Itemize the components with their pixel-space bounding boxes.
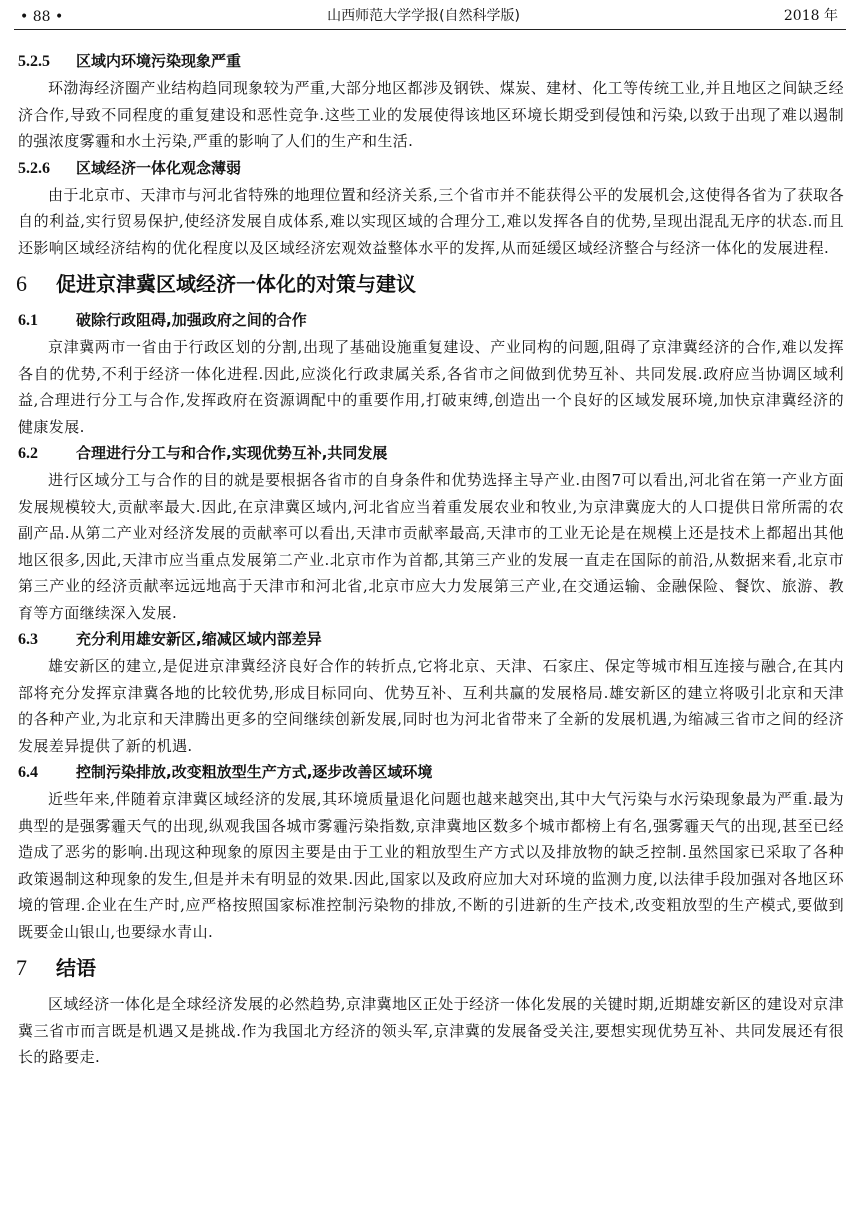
section-number: 7 xyxy=(16,955,27,980)
heading-text: 合理进行分工与和合作,实现优势互补,共同发展 xyxy=(76,444,388,462)
article-body xyxy=(14,30,846,1071)
paragraph-6-4: 近些年来,伴随着京津冀区域经济的发展,其环境质量退化问题也越来越突出,其中大气污染与水污染现象最为严重.最为典型的是强雾霾天气的出现,纵观我国各城市雾霾污染指数,京津冀地区数多个城市都榜上有名,强雾霾天气的出现,甚至已经造成了恶劣的影响.出现这种现象的原因主要是由于工业的粗放型生产方式以及排放物的缺乏控制.虽然国家已采取了各种政策遏制这种现象的发生,但是并未有明显的效果.因此,国家以及政府应加大对环境的监测力度,以法律手段加强对各地区环境的管理.企业在生产时,应严格按照国家标准控制污染物的排放,不断的引进新的生产技术,改变粗放型的生产模式,要做到既要金山银山,也要绿水青山. xyxy=(18,790,844,941)
running-header xyxy=(14,0,846,30)
heading-text: 控制污染排放,改变粗放型生产方式,逐步改善区域环境 xyxy=(76,763,433,781)
section-title: 结语 xyxy=(56,956,96,980)
heading-text: 区域内环境污染现象严重 xyxy=(76,52,242,70)
heading-number: 5.2.6 xyxy=(18,159,50,177)
section-title: 促进京津冀区域经济一体化的对策与建议 xyxy=(56,272,416,296)
paragraph-5-2-6: 由于北京市、天津市与河北省特殊的地理位置和经济关系,三个省市并不能获得公平的发展机会,这使得各省为了获取各自的利益,实行贸易保护,使经济发展自成体系,难以实现区域的合理分工,难以发挥各自的优势,呈现出混乱无序的状态.而且还影响区域经济结构的优化程度以及区域经济宏观效益整体水平的发挥,从而延缓区域经济整合与经济一体化的发展进程. xyxy=(18,185,844,257)
heading-6-4 xyxy=(14,759,846,786)
section-number: 6 xyxy=(16,271,27,296)
page-number: • 88 • xyxy=(20,9,64,25)
heading-number: 5.2.5 xyxy=(18,53,50,70)
paragraph-6-1: 京津冀两市一省由于行政区划的分割,出现了基础设施重复建设、产业同构的问题,阻碍了京津冀经济的合作,难以发挥各自的优势,不利于经济一体化进程.因此,应淡化行政隶属关系,各省市之间做到优势互补、共同发展.政府应当协调区域利益,合理进行分工与合作,发挥政府在资源调配中的重要作用,打破束缚,创造出一个良好的区域发展环境,加快京津冀经济的健康发展. xyxy=(18,338,844,436)
heading-number: 6.4 xyxy=(18,764,38,781)
heading-text: 破除行政阻碍,加强政府之间的合作 xyxy=(76,311,307,329)
paragraph-6-3: 雄安新区的建立,是促进京津冀经济良好合作的转折点,它将北京、天津、石家庄、保定等城市相互连接与融合,在其内部将充分发挥京津冀各地的比较优势,形成目标同向、优势互补、互利共赢的发展格局.雄安新区的建立将吸引北京和天津的各种产业,为北京和天津腾出更多的空间继续创新发展,同时也为河北省带来了全新的发展机遇,为缩减三省市之间的经济发展差异提供了新的机遇. xyxy=(18,657,844,755)
heading-text: 充分利用雄安新区,缩减区域内部差异 xyxy=(76,630,322,648)
journal-title: 山西师范大学学报(自然科学版) xyxy=(327,8,521,24)
paragraph-7: 区域经济一体化是全球经济发展的必然趋势,京津冀地区正处于经济一体化发展的关键时期,近期雄安新区的建设对京津冀三省市而言既是机遇又是挑战.作为我国北方经济的领头军,京津冀的发展备受关注,要想实现优势互补、共同发展还有很长的路要走. xyxy=(18,995,844,1066)
heading-6-1 xyxy=(14,307,846,334)
heading-6-2 xyxy=(14,440,846,467)
heading-6-3 xyxy=(14,626,846,653)
heading-number: 6.3 xyxy=(18,631,38,648)
heading-number: 6.2 xyxy=(18,445,38,462)
section-heading-6 xyxy=(14,267,846,301)
paragraph-5-2-5: 环渤海经济圈产业结构趋同现象较为严重,大部分地区都涉及钢铁、煤炭、建材、化工等传统工业,并且地区之间缺乏经济合作,导致不同程度的重复建设和恶性竞争.这些工业的发展使得该地区环境长期受到侵蚀和污染,以致于出现了难以遏制的强浓度雾霾和水土污染,严重的影响了人们的生产和生活. xyxy=(18,79,844,150)
publication-year: 2018 年 xyxy=(783,8,838,24)
heading-5-2-6 xyxy=(14,155,846,182)
section-heading-7 xyxy=(14,951,846,985)
paragraph-6-2: 进行区域分工与合作的目的就是要根据各省市的自身条件和优势选择主导产业.由图7可以看出,河北省在第一产业方面发展规模较大,贡献率最大.因此,在京津冀区域内,河北省应当着重发展农业和牧业,为京津冀庞大的人口提供日常所需的农副产品.从第二产业对经济发展的贡献率可以看出,天津市贡献率最高,天津市的工业无论是在规模上还是技术上都超出其他地区很多,因此,天津市应当重点发展第二产业.北京市作为首都,其第三产业的发展一直走在国际的前沿,从数据来看,北京市第三产业的经济贡献率远远地高于天津市和河北省,北京市应大力发展第三产业,在交通运输、金融保险、餐饮、旅游、教育等方面继续深入发展. xyxy=(18,471,844,622)
heading-5-2-5 xyxy=(14,48,846,75)
heading-number: 6.1 xyxy=(18,312,38,329)
heading-text: 区域经济一体化观念薄弱 xyxy=(76,158,242,177)
